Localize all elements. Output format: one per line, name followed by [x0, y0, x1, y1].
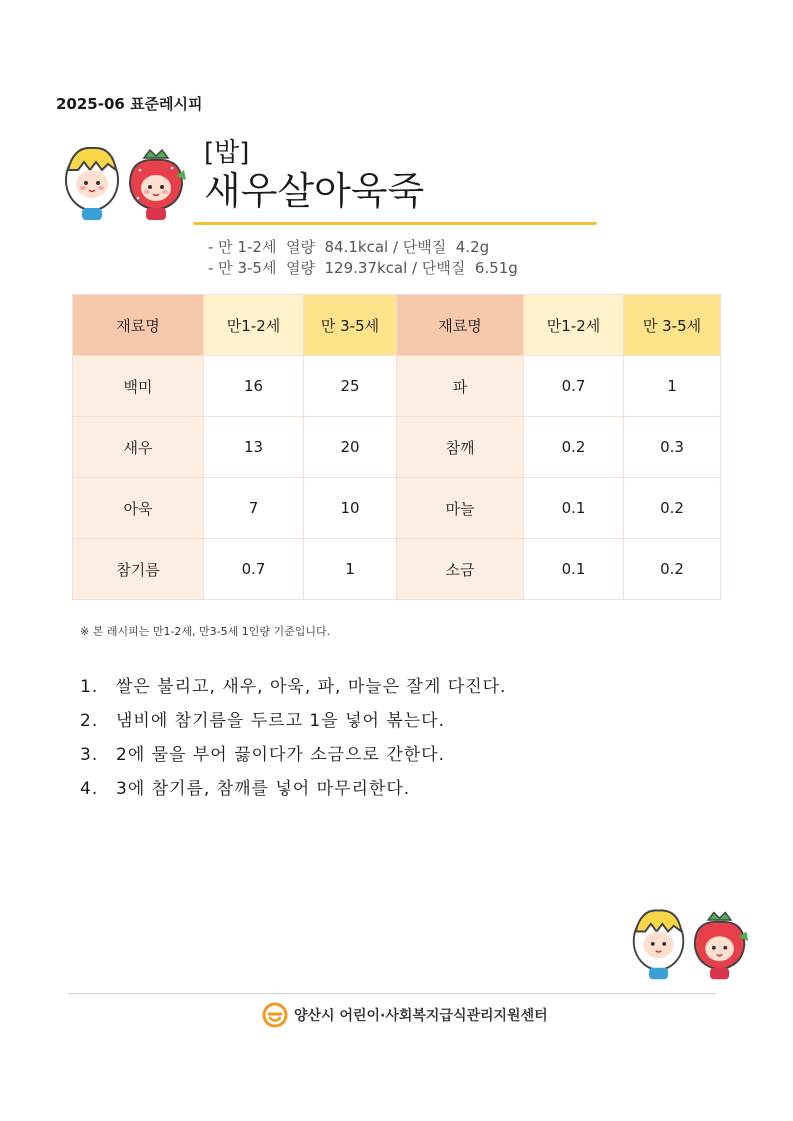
amount-cell: 0.7	[524, 356, 624, 417]
amount-cell: 0.1	[524, 539, 624, 600]
ingredient-name: 참기름	[73, 539, 204, 600]
document-title: 2025-06 표준레시피	[56, 95, 203, 113]
amount-cell: 20	[304, 417, 397, 478]
recipe-steps	[80, 670, 506, 806]
amount-cell: 0.1	[524, 478, 624, 539]
ingredient-name: 소금	[397, 539, 524, 600]
table-row	[73, 417, 721, 478]
title-underline	[193, 222, 597, 225]
recipe-category: [밥]	[204, 138, 250, 168]
dish-name: 새우살아욱죽	[204, 169, 425, 213]
nutrition-age-1-2: - 만 1-2세 열량 84.1kcal / 단백질 4.2g	[208, 238, 490, 256]
column-header: 만1-2세	[204, 295, 304, 356]
table-row	[73, 539, 721, 600]
column-header: 만 3-5세	[624, 295, 721, 356]
ingredient-name: 파	[397, 356, 524, 417]
strawberry-mascot-icon	[130, 150, 186, 220]
amount-cell: 7	[204, 478, 304, 539]
step-number: 1.	[80, 677, 99, 697]
step-text: 냄비에 참기름을 두르고 1을 넣어 볶는다.	[116, 711, 445, 731]
amount-cell: 0.3	[624, 417, 721, 478]
mascots-illustration	[60, 138, 190, 224]
amount-cell: 13	[204, 417, 304, 478]
table-header-row	[73, 295, 721, 356]
ingredient-name: 새우	[73, 417, 204, 478]
amount-cell: 0.2	[624, 478, 721, 539]
nutrition-age-3-5: - 만 3-5세 열량 129.37kcal / 단백질 6.51g	[208, 259, 518, 277]
table-row	[73, 356, 721, 417]
amount-cell: 0.7	[204, 539, 304, 600]
footer	[262, 1002, 548, 1028]
amount-cell: 0.2	[624, 539, 721, 600]
egg-mascot-icon	[634, 910, 684, 979]
step-number: 2.	[80, 711, 99, 731]
step-number: 3.	[80, 745, 99, 765]
amount-cell: 10	[304, 478, 397, 539]
list-item	[80, 704, 506, 738]
ingredients-table	[72, 294, 721, 600]
step-text: 쌀은 불리고, 새우, 아욱, 파, 마늘은 잘게 다진다.	[116, 677, 507, 697]
ingredient-name: 마늘	[397, 478, 524, 539]
egg-mascot-icon	[66, 148, 118, 220]
step-text: 2에 물을 부어 끓이다가 소금으로 간한다.	[116, 745, 445, 765]
column-header: 만 3-5세	[304, 295, 397, 356]
org-name: 양산시 어린이·사회복지급식관리지원센터	[294, 1008, 548, 1024]
column-header: 재료명	[73, 295, 204, 356]
column-header: 만1-2세	[524, 295, 624, 356]
list-item	[80, 772, 506, 806]
ingredient-name: 백미	[73, 356, 204, 417]
mascots-illustration-bottom	[628, 900, 752, 984]
ingredient-name: 참깨	[397, 417, 524, 478]
strawberry-mascot-icon	[695, 912, 748, 979]
amount-cell: 0.2	[524, 417, 624, 478]
amount-cell: 1	[624, 356, 721, 417]
serving-note: ※ 본 레시피는 만1-2세, 만3-5세 1인량 기준입니다.	[80, 625, 331, 638]
footer-divider	[68, 993, 716, 994]
list-item	[80, 670, 506, 704]
column-header: 재료명	[397, 295, 524, 356]
center-logo-icon	[262, 1002, 288, 1028]
amount-cell: 16	[204, 356, 304, 417]
step-text: 3에 참기름, 참깨를 넣어 마무리한다.	[116, 779, 411, 799]
amount-cell: 1	[304, 539, 397, 600]
table-row	[73, 478, 721, 539]
list-item	[80, 738, 506, 772]
amount-cell: 25	[304, 356, 397, 417]
ingredient-name: 아욱	[73, 478, 204, 539]
step-number: 4.	[80, 779, 99, 799]
